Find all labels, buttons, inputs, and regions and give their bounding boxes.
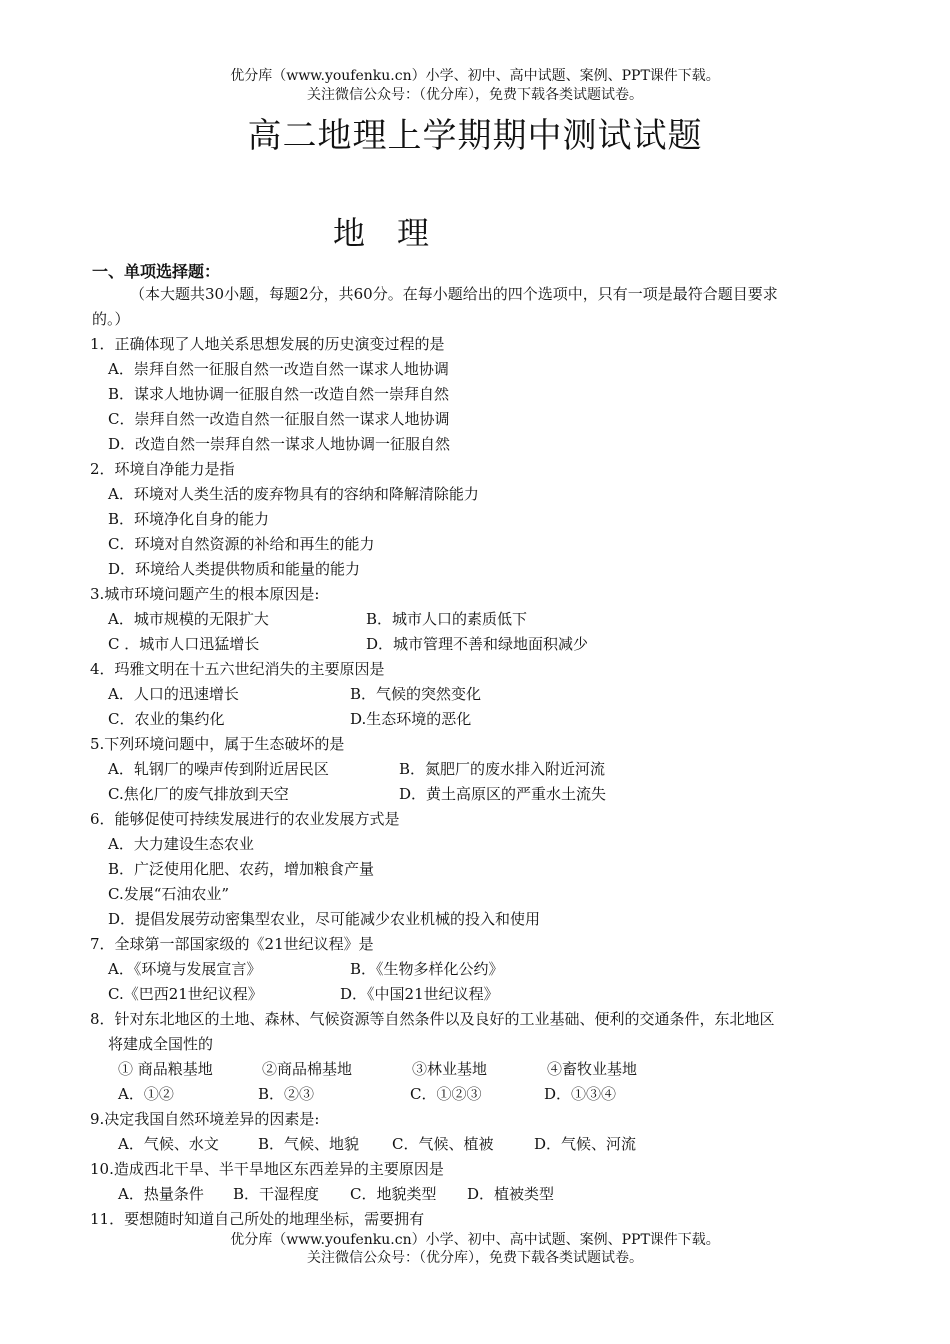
question-1-option-c: C．崇拜自然一改造自然一征服自然一谋求人地协调: [108, 410, 450, 428]
header-line-2: 关注微信公众号：（优分库），免费下载各类试题试卷。: [307, 87, 643, 103]
question-5-option-d: D．黄土高原区的严重水土流失: [399, 785, 607, 803]
question-2-stem: 2．环境自净能力是指: [90, 460, 235, 478]
question-6-option-c: C.发展“石油农业”: [108, 885, 230, 903]
question-5-stem: 5.下列环境问题中，属于生态破坏的是: [90, 735, 345, 753]
question-9-option-a: A．气候、水文: [118, 1135, 219, 1153]
question-11-stem: 11．要想随时知道自己所处的地理坐标，需要拥有: [90, 1210, 425, 1228]
question-8-stem-continued: 将建成全国性的: [108, 1035, 214, 1053]
question-3-option-d: D．城市管理不善和绿地面积减少: [366, 635, 589, 653]
question-2-option-a: A．环境对人类生活的废弃物具有的容纳和降解清除能力: [108, 485, 479, 503]
question-8-option-c: C．①②③: [410, 1085, 482, 1103]
question-5-option-c: C.焦化厂的废气排放到天空: [108, 785, 289, 803]
question-3-option-c: C ．城市人口迅猛增长: [108, 635, 260, 653]
question-10-stem: 10.造成西北干旱、半干旱地区东西差异的主要原因是: [90, 1160, 444, 1178]
question-10-option-c: C．地貌类型: [350, 1185, 437, 1203]
question-1-stem: 1．正确体现了人地关系思想发展的历史演变过程的是: [90, 335, 445, 353]
question-10-option-b: B．干湿程度: [233, 1185, 320, 1203]
question-7-option-b: B．《生物多样化公约》: [350, 960, 504, 978]
section-intro-line-2: 的。）: [92, 310, 130, 328]
question-6-option-a: A．大力建设生态农业: [108, 835, 254, 853]
question-7-option-d: D．《中国21世纪议程》: [340, 985, 499, 1003]
question-5-option-a: A．轧钢厂的噪声传到附近居民区: [108, 760, 329, 778]
question-8-stem: 8．针对东北地区的土地、森林、气候资源等自然条件以及良好的工业基础、便利的交通条件，东北地区: [90, 1010, 775, 1028]
question-6-stem: 6．能够促使可持续发展进行的农业发展方式是: [90, 810, 400, 828]
question-3-stem: 3.城市环境问题产生的根本原因是:: [90, 585, 320, 603]
question-2-option-c: C．环境对自然资源的补给和再生的能力: [108, 535, 375, 553]
question-1-option-d: D．改造自然一崇拜自然一谋求人地协调一征服自然: [108, 435, 451, 453]
question-4-option-c: C．农业的集约化: [108, 710, 225, 728]
question-8-item-3: ③林业基地: [412, 1060, 488, 1078]
question-1-option-b: B．谋求人地协调一征服自然一改造自然一崇拜自然: [108, 385, 450, 403]
question-2-option-d: D．环境给人类提供物质和能量的能力: [108, 560, 361, 578]
question-8-item-1: ① 商品粮基地: [118, 1060, 213, 1078]
page-title: 高二地理上学期期中测试试题: [247, 116, 703, 156]
section-intro-line-1: （本大题共30小题，每题2分，共60分。在每小题给出的四个选项中，只有一项是最符合题目要求: [130, 285, 778, 303]
question-1-option-a: A．崇拜自然一征服自然一改造自然一谋求人地协调: [108, 360, 449, 378]
question-3-option-b: B．城市人口的素质低下: [366, 610, 528, 628]
question-6-option-d: D．提倡发展劳动密集型农业，尽可能减少农业机械的投入和使用: [108, 910, 541, 928]
footer-line-1: 优分库（www.youfenku.cn）小学、初中、高中试题、案例、PPT课件下载。: [230, 1232, 720, 1248]
question-10-option-a: A．热量条件: [118, 1185, 204, 1203]
subject-heading: 地 理: [333, 214, 430, 252]
question-7-option-a: A．《环境与发展宣言》: [108, 960, 262, 978]
question-8-option-b: B．②③: [258, 1085, 315, 1103]
question-9-option-c: C．气候、植被: [392, 1135, 494, 1153]
question-5-option-b: B．氮肥厂的废水排入附近河流: [399, 760, 606, 778]
question-8-option-d: D．①③④: [544, 1085, 617, 1103]
question-4-option-b: B．气候的突然变化: [350, 685, 482, 703]
question-4-stem: 4．玛雅文明在十五六世纪消失的主要原因是: [90, 660, 385, 678]
question-10-option-d: D．植被类型: [467, 1185, 555, 1203]
question-9-stem: 9.决定我国自然环境差异的因素是:: [90, 1110, 320, 1128]
question-7-option-c: C.《巴西21世纪议程》: [108, 985, 263, 1003]
question-6-option-b: B．广泛使用化肥、农药，增加粮食产量: [108, 860, 375, 878]
question-4-option-a: A．人口的迅速增长: [108, 685, 239, 703]
question-9-option-b: B．气候、地貌: [258, 1135, 360, 1153]
question-2-option-b: B．环境净化自身的能力: [108, 510, 270, 528]
question-8-item-4: ④畜牧业基地: [547, 1060, 638, 1078]
question-8-option-a: A．①②: [118, 1085, 174, 1103]
question-4-option-d: D.生态环境的恶化: [350, 710, 472, 728]
footer-line-2: 关注微信公众号：（优分库），免费下载各类试题试卷。: [307, 1250, 643, 1266]
header-line-1: 优分库（www.youfenku.cn）小学、初中、高中试题、案例、PPT课件下载。: [230, 68, 720, 84]
question-3-option-a: A．城市规模的无限扩大: [108, 610, 269, 628]
question-8-item-2: ②商品棉基地: [262, 1060, 353, 1078]
section-heading: 一、单项选择题：: [92, 262, 221, 281]
question-9-option-d: D．气候、河流: [534, 1135, 637, 1153]
question-7-stem: 7．全球第一部国家级的《21世纪议程》是: [90, 935, 374, 953]
